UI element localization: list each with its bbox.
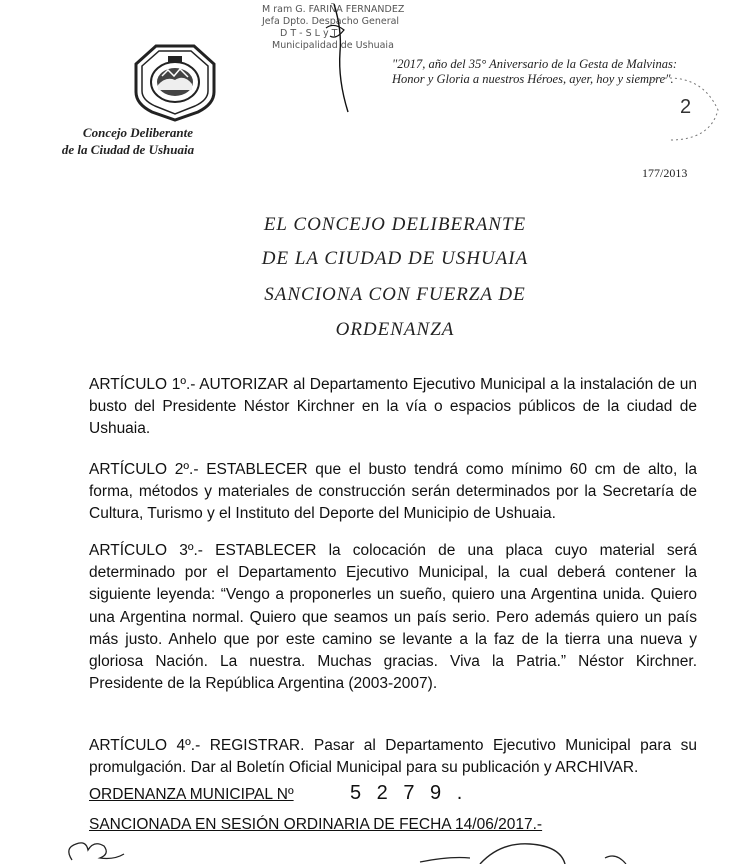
stamp-line-name: M ram G. FARIÑA FERNANDEZ (262, 4, 405, 15)
organization-name (61, 124, 198, 158)
stamp-line-municipality: Municipalidad de Ushuaia (272, 40, 394, 51)
stamp-line-dept: D T - S L y T (280, 28, 338, 39)
motto-line-1: "2017, año del 35° Aniversario de la Gesta de Malvinas: (392, 57, 677, 71)
document-number: 177/2013 (642, 166, 688, 180)
heading-line-4: ORDENANZA (335, 319, 455, 340)
ordinance-number: 5 2 7 9 . (350, 782, 468, 804)
article-2: ARTÍCULO 2º.- ESTABLECER que el busto tendrá como mínimo 60 cm de alto, la forma, métodos y materiales de construcción serán determinados por la Secretaría de Cultura, Turismo y el Instituto del Deporte del Municipio de Ushuaia. (89, 461, 697, 523)
heading-line-1: EL CONCEJO DELIBERANTE (263, 214, 527, 235)
article-3: ARTÍCULO 3º.- ESTABLECER la colocación de una placa cuyo material será determinado por el Departamento Ejecutivo Municipal, la cual deberá contener la siguiente leyenda: “Vengo a proponerles un sueño, quiero una Argentina unida. Quiero una Argentina normal. Quiero que seamos un país serio. Pero además quiero un país más justo. Anhelo que por este camino se levante a la faz de la tierra una nueva y gloriosa Nación. La nuestra. Muchas gracias. Viva la Patria.” Néstor Kirchner. Presidente de la República Argentina (2003-2007). (89, 542, 697, 693)
coat-of-arms-seal (128, 42, 222, 122)
organization-line-1: Concejo Deliberante (82, 125, 194, 140)
page-number: 2 (680, 96, 692, 118)
stamp-signature (320, 0, 360, 115)
motto-line-2: Honor y Gloria a nuestros Héroes, ayer, hoy y siempre". (392, 72, 674, 86)
organization-line-2: de la Ciudad de Ushuaia (61, 142, 195, 157)
motto (392, 57, 677, 87)
heading-line-2: DE LA CIUDAD DE USHUAIA (261, 248, 529, 269)
article-1: ARTÍCULO 1º.- AUTORIZAR al Departamento Ejecutivo Municipal a la instalación de un busto del Presidente Néstor Kirchner en la vía o espacios públicos de la ciudad de Ushuaia. (89, 376, 697, 438)
article-4: ARTÍCULO 4º.- REGISTRAR. Pasar al Departamento Ejecutivo Municipal para su promulgación. Dar al Boletín Oficial Municipal para su publicación y ARCHIVAR. (89, 737, 697, 777)
bottom-signatures (60, 836, 680, 864)
heading-line-3: SANCIONA CON FUERZA DE (264, 284, 526, 305)
stamp-line-title: Jefa Dpto. Despacho General (262, 16, 400, 27)
ordinance-label: ORDENANZA MUNICIPAL Nº (89, 786, 294, 803)
sanction-line: SANCIONADA EN SESIÓN ORDINARIA DE FECHA 14/06/2017.- (89, 816, 543, 833)
